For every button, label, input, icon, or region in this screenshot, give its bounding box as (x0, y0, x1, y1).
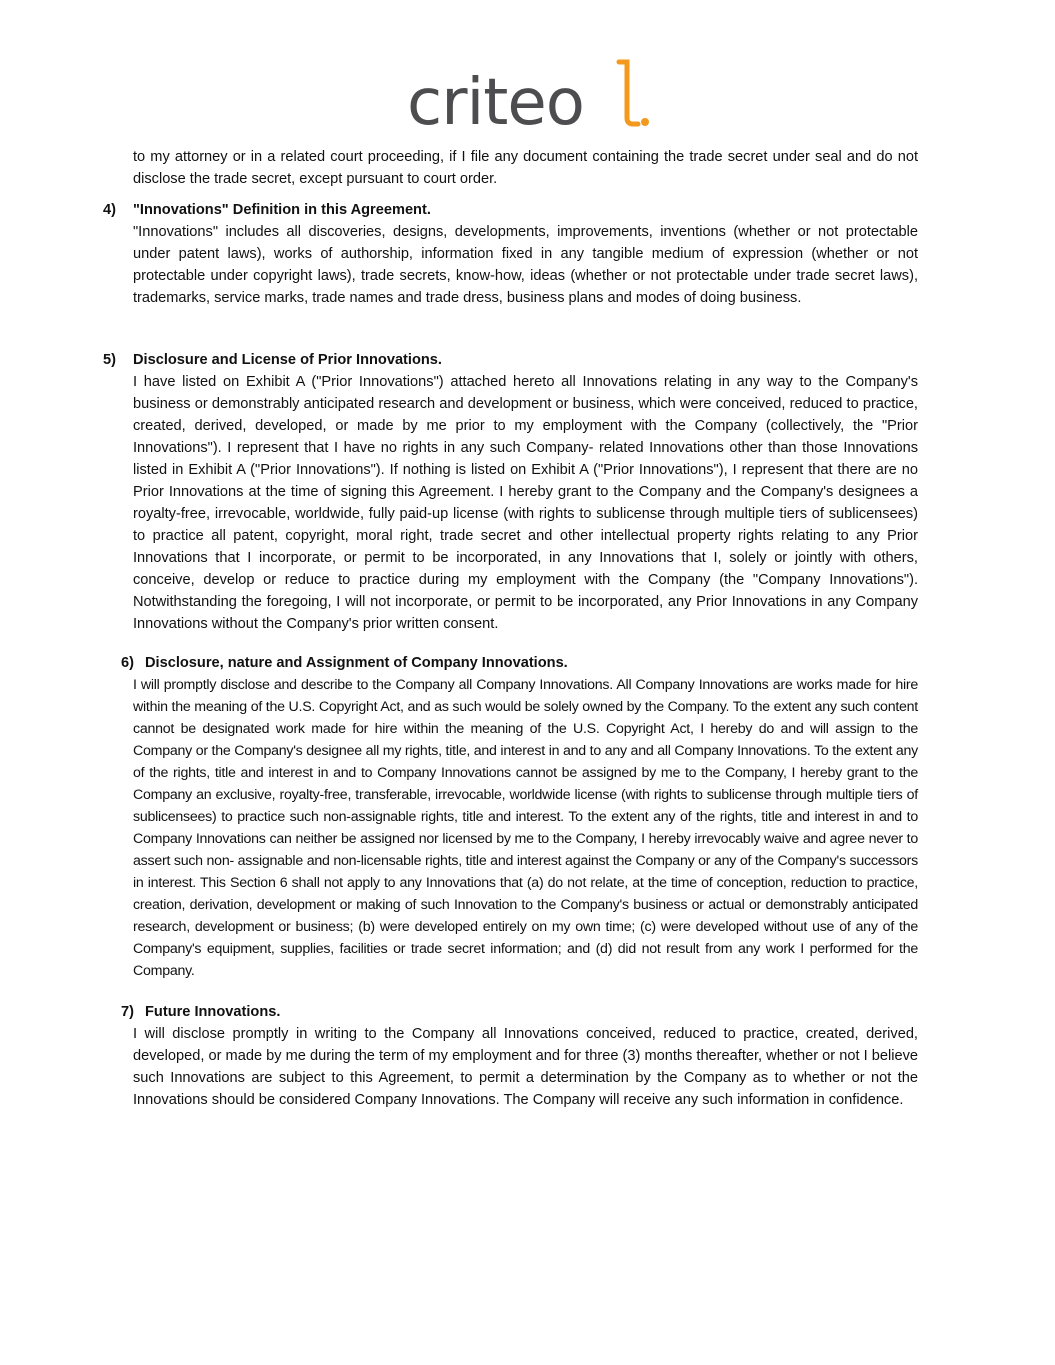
section-5-heading (103, 349, 442, 371)
section-4-heading (103, 199, 431, 221)
section-6-heading (121, 652, 568, 674)
section-4-body: "Innovations" includes all discoveries, designs, developments, improvements, inventions (whether or not protectable under patent laws), works of authorship, information fixed in any tangible medium of expression (whether or not protectable under copyright laws), trade secrets, know-how, ideas (whether or not protectable under trade secret laws), trademarks, service marks, trade names and trade dress, business plans and modes of doing business. (133, 224, 918, 306)
section-number: 5) (103, 352, 116, 368)
logo-accent-bracket (619, 62, 638, 124)
section-title: Future Innovations. (145, 1004, 281, 1020)
logo-accent-dot (641, 118, 649, 126)
section-7-heading (121, 1001, 280, 1023)
criteo-logo (405, 58, 650, 130)
section-title: "Innovations" Definition in this Agreement. (133, 202, 431, 218)
section-5-body: I have listed on Exhibit A ("Prior Innovations") attached hereto all Innovations relating in any way to the Company's business or demonstrably anticipated research and development or business, which were conceived, reduced to practice, created, derived, developed, or made by me prior to my employment with the Company (collectively, the "Prior Innovations"). I represent that I have no rights in any such Company- related Innovations other than those Innovations listed in Exhibit A ("Prior Innovations"). If nothing is listed on Exhibit A ("Prior Innovations"), I represent that there are no Prior Innovations at the time of signing this Agreement. I hereby grant to the Company and the Company's designees a royalty-free, irrevocable, worldwide, fully paid-up license (with rights to sublicense through multiple tiers of sublicensees) to practice all patent, copyright, moral right, trade secret and other intellectual property rights relating to any Prior Innovations that I incorporate, or permit to be incorporated, in any Innovations that I, solely or jointly with others, conceive, develop or reduce to practice during my employment with the Company (the "Company Innovations"). Notwithstanding the foregoing, I will not incorporate, or permit to be incorporated, any Prior Innovations in any Company Innovations without the Company's prior written consent. (133, 374, 918, 632)
section-number: 6) (121, 655, 134, 671)
section-title: Disclosure and License of Prior Innovations. (133, 352, 442, 368)
section-number: 7) (121, 1004, 134, 1020)
section-6-body: I will promptly disclose and describe to the Company all Company Innovations. All Company Innovations are works made for hire within the meaning of the U.S. Copyright Act, and as such would be solely owned by the Company. To the extent any such content cannot be designated work made for hire within the meaning of the U.S. Copyright Act, I hereby do and will assign to the Company or the Company's designee all my rights, title, and interest in and to any and all Company Innovations. To the extent any of the rights, title and interest in and to Company Innovations cannot be assigned by me to the Company, I hereby grant to the Company an exclusive, royalty-free, transferable, irrevocable, worldwide license (with rights to sublicense through multiple tiers of sublicensees) to practice such non-assignable rights, title and interest. To the extent any of the rights, title and interest in and to Company Innovations can neither be assigned nor licensed by me to the Company, I hereby irrevocably waive and agree never to assert such non- assignable and non-licensable rights, title and interest against the Company or any of the Company's successors in interest. This Section 6 shall not apply to any Innovations that (a) do not relate, at the time of conception, reduction to practice, creation, derivation, development or making of such Innovation to the Company's business or actual or demonstrably anticipated research, development or business; (b) were developed entirely on my own time; (c) were developed without use of any of the Company's equipment, supplies, facilities or trade secret information; and (d) did not result from any work I performed for the Company. (133, 677, 918, 979)
continuation-paragraph: to my attorney or in a related court proceeding, if I file any document containing the trade secret under seal and do not disclose the trade secret, except pursuant to court order. (133, 149, 918, 187)
logo-wordmark: criteo (407, 66, 584, 130)
section-title: Disclosure, nature and Assignment of Company Innovations. (145, 655, 568, 671)
section-number: 4) (103, 202, 116, 218)
section-7-body: I will disclose promptly in writing to the Company all Innovations conceived, reduced to practice, created, derived, developed, or made by me during the term of my employment and for three (3) months thereafter, whether or not I believe such Innovations are subject to this Agreement, to permit a determination by the Company as to whether or not the Innovations should be considered Company Innovations. The Company will receive any such information in confidence. (133, 1026, 918, 1108)
